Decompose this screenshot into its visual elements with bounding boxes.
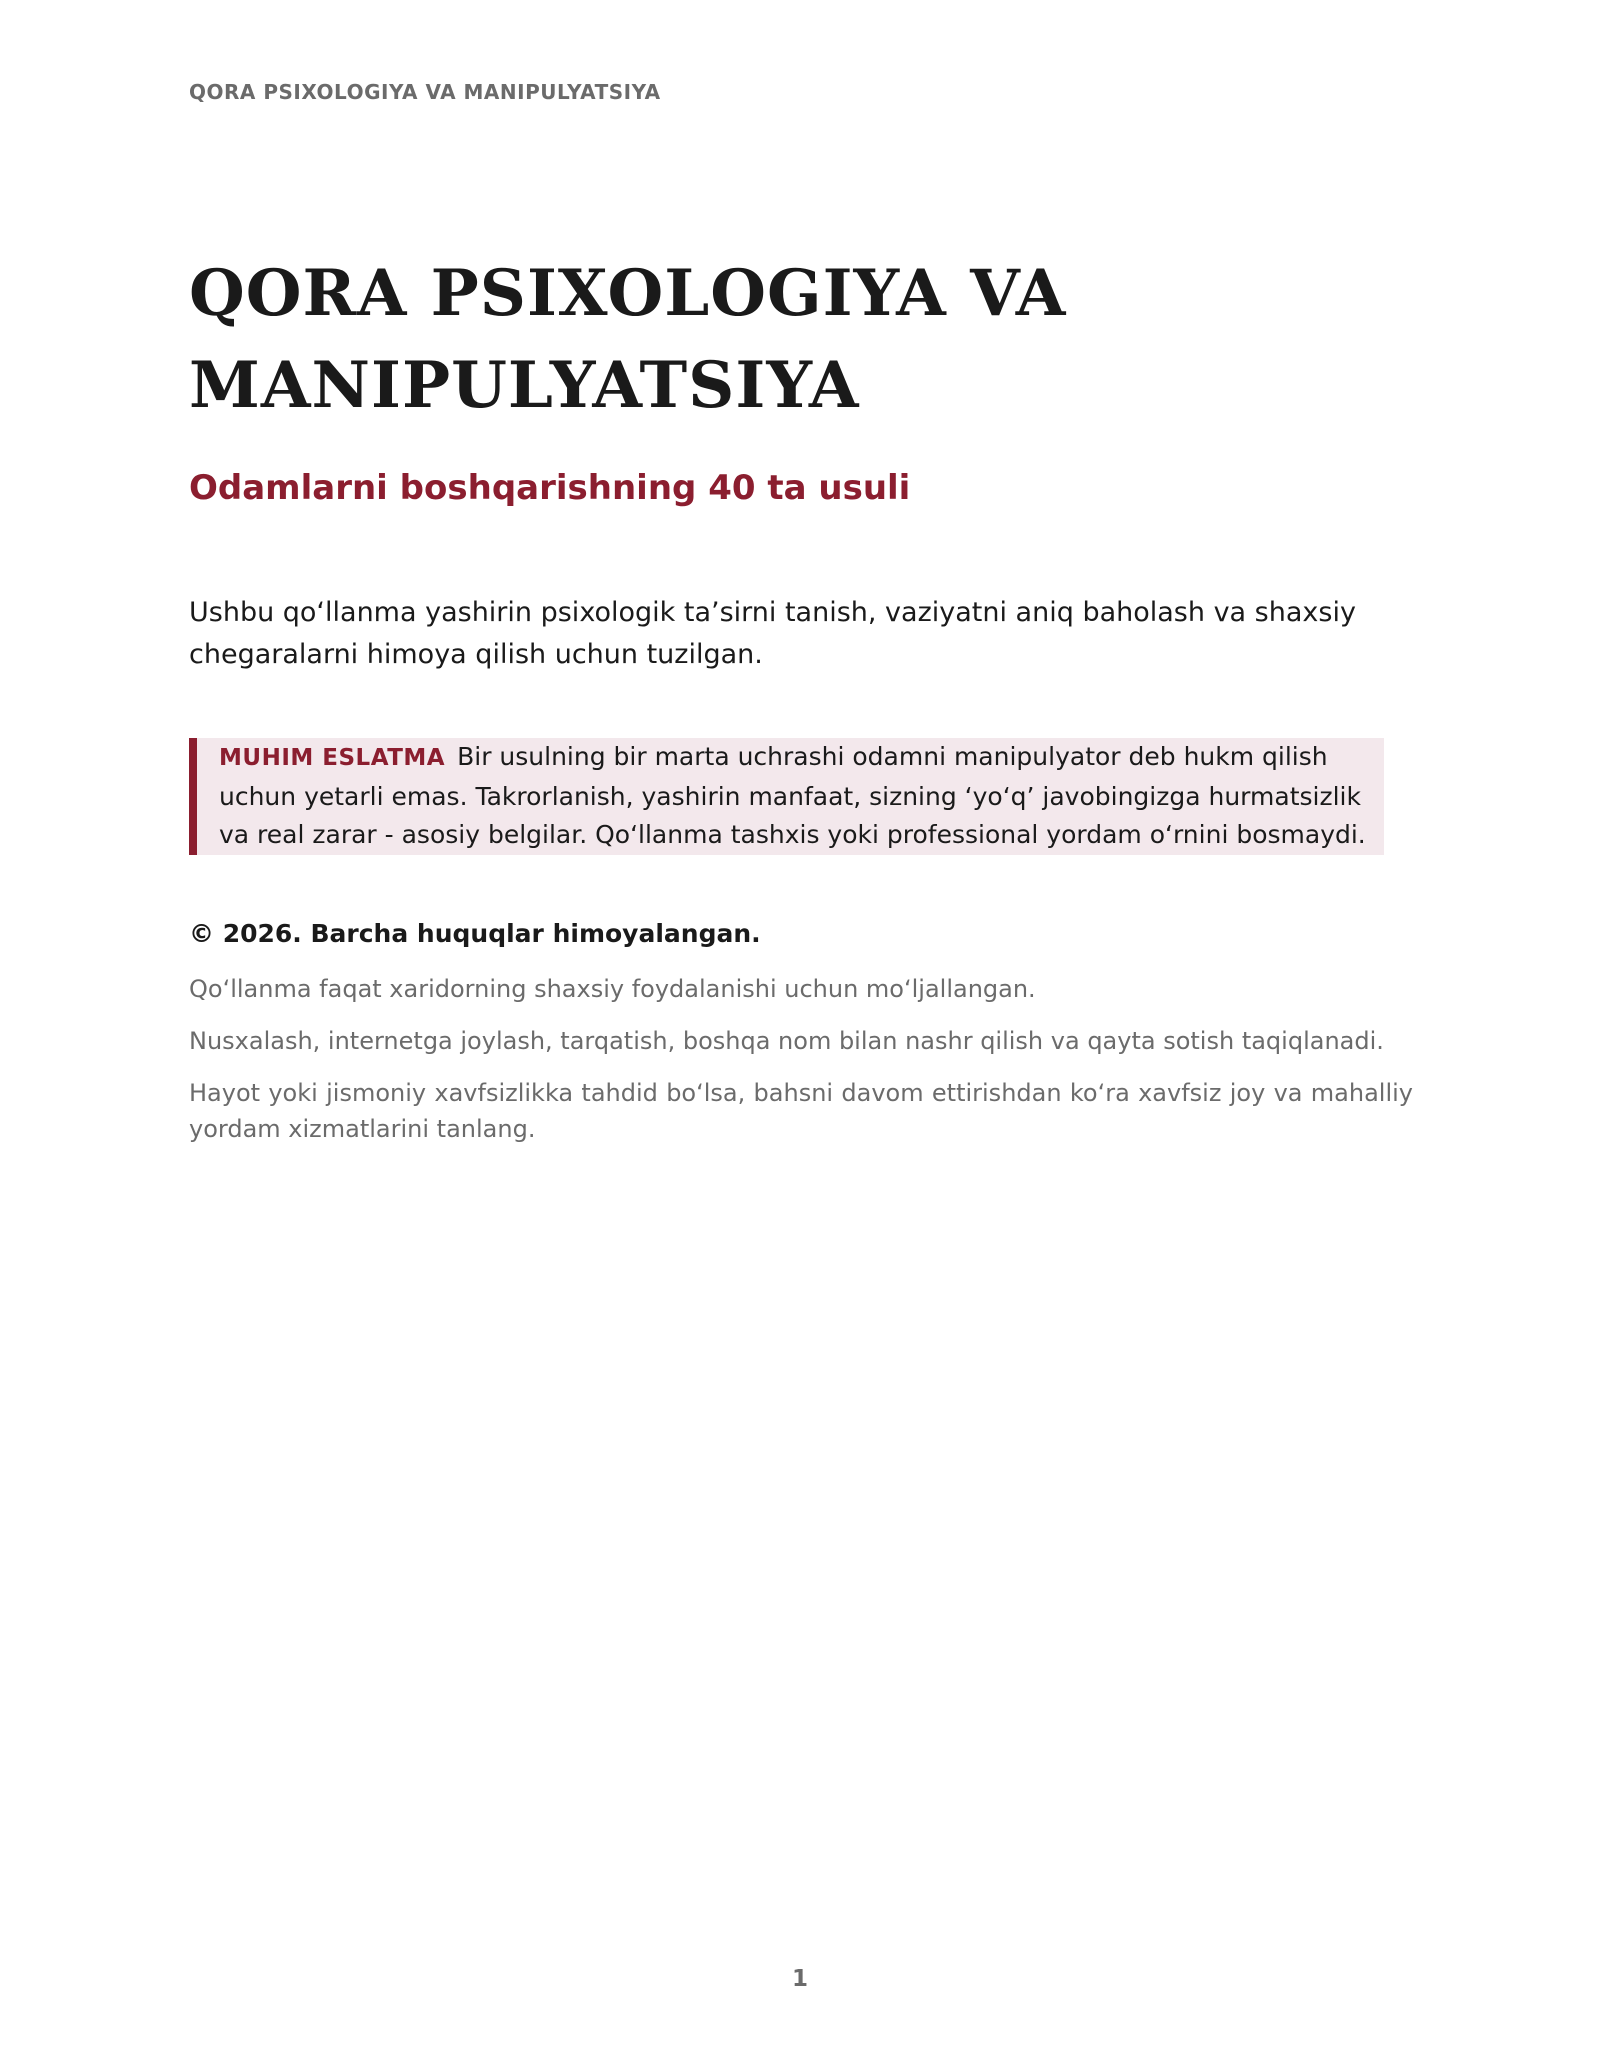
page-number: 1	[791, 1966, 808, 1992]
page-content	[189, 248, 1413, 1147]
document-title-line-1: QORA PSIXOLOGIYA VA	[189, 256, 1067, 331]
document-title-line-2: MANIPULYATSIYA	[189, 348, 860, 423]
copyright-notice: © 2026. Barcha huquqlar himoyalangan.	[189, 918, 761, 948]
usage-note: Qo‘llanma faqat xaridorning shaxsiy foydalanishi uchun mo‘ljallangan.	[189, 974, 1036, 1003]
document-title	[189, 248, 1413, 432]
intro-paragraph: Ushbu qo‘llanma yashirin psixologik ta’sirni tanish, vaziyatni aniq baholash va shaxsiy chegaralarni himoya qilish uchun tuzilgan.	[189, 597, 1356, 670]
restriction-note: Nusxalash, internetga joylash, tarqatish, boshqa nom bilan nashr qilish va qayta sotish taqiqlanadi.	[189, 1026, 1384, 1055]
callout-label: MUHIM ESLATMA	[219, 745, 446, 771]
safety-note: Hayot yoki jismoniy xavfsizlikka tahdid bo‘lsa, bahsni davom ettirishdan ko‘ra xavfsiz joy va mahalliy yordam xizmatlarini tanlang.	[189, 1078, 1413, 1143]
document-subtitle: Odamlarni boshqarishning 40 ta usuli	[189, 468, 911, 508]
callout-text: Bir usulning bir marta uchrashi odamni manipulyator deb hukm qilish uchun yetarli emas. Takrorlanish, yashirin manfaat, sizning ‘yo‘q’ javobingizga hurmatsizlik va real zarar - asosiy belgilar. Qo‘llanma tashxis yoki professional yordam o‘rnini bosmaydi.	[219, 742, 1366, 849]
important-note-callout	[189, 738, 1384, 855]
running-header: QORA PSIXOLOGIYA VA MANIPULYATSIYA	[189, 80, 661, 104]
